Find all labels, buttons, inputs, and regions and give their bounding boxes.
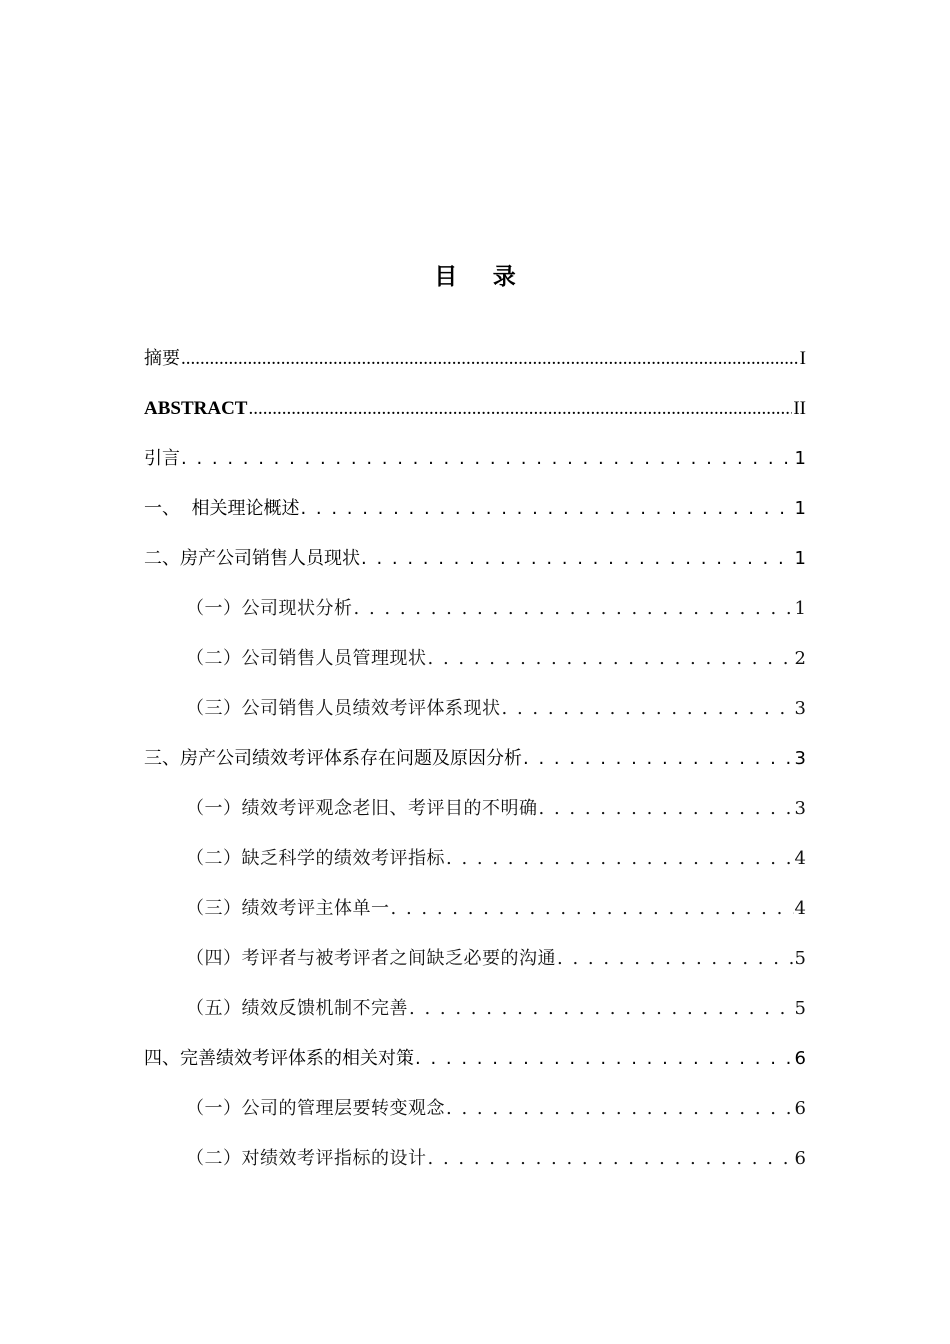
toc-entry-text: ABSTRACT — [144, 398, 248, 419]
toc-page-number: 1 — [794, 498, 806, 519]
toc-entry-section-2-3[interactable] — [144, 688, 806, 738]
toc-entry-text: （二）缺乏科学的绩效考评指标 — [186, 848, 445, 869]
toc-entry-chapter-4[interactable] — [144, 1038, 806, 1088]
toc-entry-chapter-3[interactable] — [144, 738, 806, 788]
toc-dot-leader — [539, 788, 794, 830]
toc-dot-leader — [181, 338, 799, 380]
toc-entry-chapter-1[interactable] — [144, 488, 806, 538]
toc-entry-text: 四、完善绩效考评体系的相关对策 — [144, 1048, 414, 1069]
toc-entry-text: （一）绩效考评观念老旧、考评目的不明确 — [186, 798, 538, 819]
toc-page-number: 2 — [794, 648, 806, 669]
toc-dot-leader — [502, 688, 794, 730]
toc-entry-section-3-2[interactable] — [144, 838, 806, 888]
toc-entry-text: 三、房产公司绩效考评体系存在问题及原因分析 — [144, 748, 522, 769]
toc-entry-text: （二）公司销售人员管理现状 — [186, 648, 427, 669]
toc-page-number: 1 — [794, 598, 806, 619]
toc-dot-leader — [523, 738, 794, 780]
toc-entry-text: （三）公司销售人员绩效考评体系现状 — [186, 698, 501, 719]
toc-entry-section-4-2[interactable] — [144, 1138, 806, 1188]
toc-dot-leader — [428, 638, 794, 680]
toc-page-number: 1 — [794, 548, 806, 569]
toc-page-number: II — [793, 398, 806, 419]
toc-dot-leader — [446, 838, 794, 880]
toc-dot-leader — [428, 1138, 794, 1180]
toc-entry-introduction[interactable] — [144, 438, 806, 488]
toc-entry-section-3-4[interactable] — [144, 938, 806, 988]
toc-page-number: 4 — [794, 898, 806, 919]
toc-dot-leader — [181, 438, 794, 480]
toc-page-number: 1 — [794, 448, 806, 469]
toc-dot-leader — [248, 388, 792, 430]
toc-entry-text: （三）绩效考评主体单一 — [186, 898, 390, 919]
toc-dot-leader — [446, 1088, 794, 1130]
toc-entry-text: 引言 — [144, 448, 180, 469]
toc-dot-leader — [391, 888, 794, 930]
table-of-contents — [144, 338, 806, 1188]
toc-page-number: 3 — [794, 698, 806, 719]
toc-page-number: 5 — [794, 998, 806, 1019]
toc-entry-section-2-2[interactable] — [144, 638, 806, 688]
toc-page-number: 6 — [794, 1098, 806, 1119]
toc-page-number: 3 — [794, 798, 806, 819]
toc-page-number: I — [799, 348, 806, 369]
toc-entry-abstract-cn[interactable] — [144, 338, 806, 388]
toc-page-number: 6 — [794, 1148, 806, 1169]
toc-entry-text: （五）绩效反馈机制不完善 — [186, 998, 408, 1019]
toc-title: 目 录 — [434, 264, 530, 290]
toc-page-number: 4 — [794, 848, 806, 869]
toc-page-number: 6 — [794, 1048, 806, 1069]
toc-entry-section-3-1[interactable] — [144, 788, 806, 838]
toc-entry-section-4-1[interactable] — [144, 1088, 806, 1138]
toc-entry-section-2-1[interactable] — [144, 588, 806, 638]
toc-entry-abstract-en[interactable] — [144, 388, 806, 438]
toc-page-number: 5 — [794, 948, 806, 969]
toc-entry-text: 二、房产公司销售人员现状 — [144, 548, 360, 569]
toc-dot-leader — [557, 938, 794, 980]
toc-entry-text: （一）公司的管理层要转变观念 — [186, 1098, 445, 1119]
toc-page-number: 3 — [794, 748, 806, 769]
toc-dot-leader — [361, 538, 794, 580]
toc-entry-text: 摘要 — [144, 348, 180, 369]
toc-dot-leader — [415, 1038, 794, 1080]
toc-entry-section-3-3[interactable] — [144, 888, 806, 938]
toc-entry-text: （一）公司现状分析 — [186, 598, 353, 619]
toc-entry-text: （四）考评者与被考评者之间缺乏必要的沟通 — [186, 948, 556, 969]
toc-entry-text: （二）对绩效考评指标的设计 — [186, 1148, 427, 1169]
toc-entry-text: 一、 相关理论概述 — [144, 498, 300, 519]
toc-dot-leader — [354, 588, 794, 630]
toc-dot-leader — [409, 988, 794, 1030]
toc-dot-leader — [300, 488, 793, 530]
toc-entry-section-3-5[interactable] — [144, 988, 806, 1038]
toc-entry-chapter-2[interactable] — [144, 538, 806, 588]
